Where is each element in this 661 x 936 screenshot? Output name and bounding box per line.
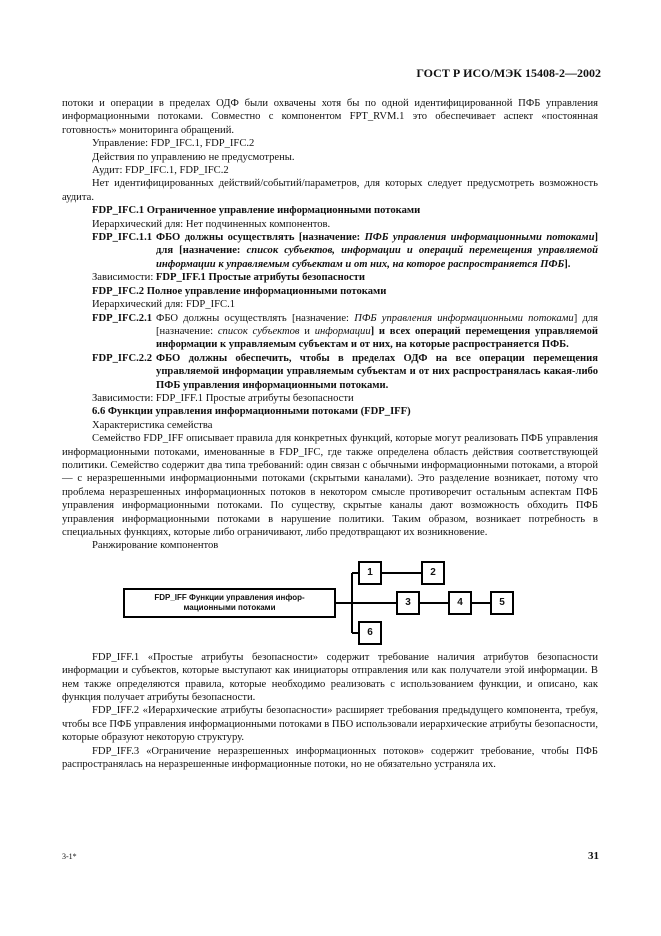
component-box-6: 6: [358, 621, 382, 645]
dependencies-line: Зависимости: FDP_IFF.1 Простые атрибуты безопасности: [92, 392, 354, 404]
family-description: Семейство FDP_IFF описывает правила для конкретных функций, которые могут реализовать ПФБ управления информационными потоками, именованные в FDP_IFC, где также определена область действия соответствующей политики. Семейство содержит два типа требований: один связан с обычными информационными потоками, а второй — с неразрешенными информационными потоками (скрытыми каналами). Это разделение возникает, потому что проблема неразрешенных информационных потоков в некотором смысле противоречит остальным аспектам ПФБ управления информационными потоками. По существу, скрытые каналы дают возможность обходить ПФБ управления информационными потоками в нарушение политики. Таким образом, возникает потребность в специальных функциях, которые либо ограничивают, либо предотвращают их возникновение.: [62, 433, 598, 538]
section-heading-6-6: 6.6 Функции управления информационными потоками (FDP_IFF): [92, 406, 411, 418]
management-text: Действия по управлению не предусмотрены.: [92, 151, 295, 163]
document-header: ГОСТ Р ИСО/МЭК 15408-2—2002: [416, 66, 601, 80]
audit-line: Аудит: FDP_IFC.1, FDP_IFC.2: [92, 165, 229, 177]
element-label: FDP_IFC.2.2: [92, 352, 153, 364]
hierarchy-line: Иерархический для: FDP_IFC.1: [92, 299, 236, 311]
element-text: ФБО должны осуществлять [назначение: ПФБ управления информационными потоками] для [назначение: список субъектов, информации и операций перемещения управляемой информации к управляемым субъектам и от них, на которое распространяется ПФБ].: [156, 232, 599, 270]
component-box-1: 1: [358, 561, 382, 585]
component-box-3: 3: [396, 591, 420, 615]
page-number: 31: [588, 850, 599, 862]
component-description-iff2: FDP_IFF.2 «Иерархические атрибуты безопасности» расширяет требования предыдущего компонента, требуя, чтобы все ПФБ управления информационными потоками в ПБО использовали иерархические атрибуты безопасности, которые образуют некоторую структуру.: [62, 705, 598, 744]
component-description-iff1: FDP_IFF.1 «Простые атрибуты безопасности» содержит требование наличия атрибутов безопасности информации и субъектов, которые выступают как инициаторы отправления или как получатели этой информации. В нем также определяются правила, которые необходимо реализовать с использованием функции, и описано, как функция получает атрибуты безопасности.: [62, 651, 598, 704]
element-ifc-1-1: [62, 231, 598, 271]
element-text: ФБО должны обеспечить, чтобы в пределах ОДФ на все операции перемещения управляемой информации управляемым субъектам и от них распространялась какая-либо ПФБ управления информационными потоками.: [156, 352, 598, 391]
element-ifc-2-1: [62, 312, 598, 352]
dependencies-line: Зависимости: FDP_IFF.1 Простые атрибуты безопасности: [92, 272, 365, 284]
family-box: FDP_IFF Функции управления инфор- мационными потоками: [123, 588, 336, 618]
element-label: FDP_IFC.2.1: [92, 312, 153, 324]
paragraph: потоки и операции в пределах ОДФ были охвачены хотя бы по одной идентифицированной ПФБ управления информационными потоками. Совместно с компонентом FPT_RVM.1 это обеспечивает аспект «постоянная готовность» мониторинга обращений.: [62, 98, 598, 136]
element-text: ФБО должны осуществлять [назначение: ПФБ управления информационными потоками] для [назначение: список субъектов и информации] и всех операций перемещения управляемой информации к управляемым субъектам и от них, на которые распространяется ПФБ.: [156, 312, 599, 351]
hierarchy-line: Иерархический для: Нет подчиненных компонентов.: [92, 218, 331, 230]
ranking-heading: Ранжирование компонентов: [92, 540, 219, 552]
component-title-ifc1: FDP_IFC.1 Ограниченное управление информационными потоками: [92, 205, 421, 217]
component-ranking-diagram: [62, 559, 598, 643]
component-description-iff3: FDP_IFF.3 «Ограничение неразрешенных информационных потоков» содержит требование, чтобы ПФБ распространялась на неразрешенные информационные потоки, но не обязательно устраняла их.: [62, 745, 598, 771]
management-line: Управление: FDP_IFC.1, FDP_IFC.2: [92, 138, 255, 150]
page-content: [62, 97, 598, 771]
component-box-2: 2: [421, 561, 445, 585]
footer-signature-mark: 3-1*: [62, 852, 77, 861]
element-label: FDP_IFC.1.1: [92, 232, 153, 244]
component-box-4: 4: [448, 591, 472, 615]
component-title-ifc2: FDP_IFC.2 Полное управление информационными потоками: [92, 285, 387, 297]
audit-text: Нет идентифицированных действий/событий/параметров, для которых следует предусмотреть возможность аудита.: [62, 178, 598, 203]
element-ifc-2-2: [62, 352, 598, 392]
component-box-5: 5: [490, 591, 514, 615]
family-characteristic-heading: Характеристика семейства: [92, 419, 213, 431]
